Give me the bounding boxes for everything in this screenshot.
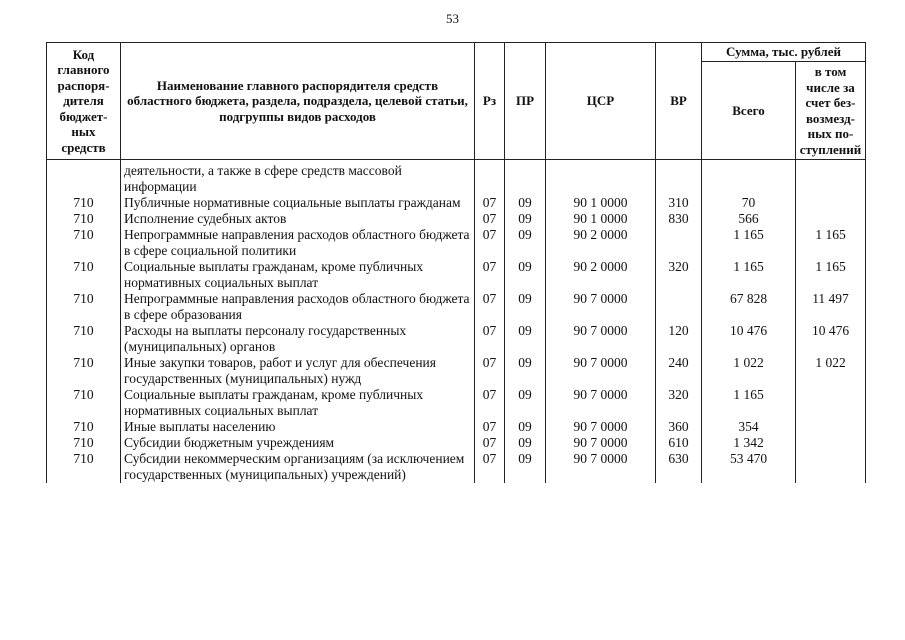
including-cell <box>796 419 866 435</box>
csr-cell: 90 1 0000 <box>546 211 656 227</box>
code-cell: 710 <box>47 387 121 419</box>
table-row <box>47 323 866 355</box>
vr-cell: 310 <box>656 195 702 211</box>
including-cell: 11 497 <box>796 291 866 323</box>
table-row <box>47 419 866 435</box>
header-sum: Сумма, тыс. рублей <box>702 43 866 62</box>
rz-cell: 07 <box>475 211 505 227</box>
pr-cell: 09 <box>505 291 546 323</box>
code-cell: 710 <box>47 259 121 291</box>
table-row <box>47 451 866 483</box>
vr-cell: 610 <box>656 435 702 451</box>
total-cell: 67 828 <box>702 291 796 323</box>
vr-cell: 120 <box>656 323 702 355</box>
name-cell: Иные выплаты населению <box>121 419 475 435</box>
vr-cell: 630 <box>656 451 702 483</box>
total-cell: 1 342 <box>702 435 796 451</box>
vr-cell: 320 <box>656 387 702 419</box>
total-cell: 53 470 <box>702 451 796 483</box>
csr-cell: 90 7 0000 <box>546 387 656 419</box>
name-cell: Социальные выплаты гражданам, кроме публичных нормативных социальных выплат <box>121 259 475 291</box>
total-cell: 354 <box>702 419 796 435</box>
vr-cell: 830 <box>656 211 702 227</box>
table-header <box>47 43 866 160</box>
rz-cell: 07 <box>475 451 505 483</box>
pr-cell: 09 <box>505 435 546 451</box>
header-including: в том числе за счет без-возмезд-ных по-ступлений <box>796 62 866 160</box>
table-row <box>47 435 866 451</box>
name-cell: деятельности, а также в сфере средств массовой информации <box>121 160 475 196</box>
header-csr: ЦСР <box>546 43 656 160</box>
header-rz: Рз <box>475 43 505 160</box>
rz-cell: 07 <box>475 355 505 387</box>
including-cell <box>796 195 866 211</box>
csr-cell: 90 7 0000 <box>546 435 656 451</box>
total-cell: 1 165 <box>702 259 796 291</box>
csr-cell: 90 2 0000 <box>546 227 656 259</box>
total-cell: 10 476 <box>702 323 796 355</box>
csr-cell: 90 7 0000 <box>546 355 656 387</box>
including-cell <box>796 160 866 196</box>
vr-cell <box>656 160 702 196</box>
pr-cell: 09 <box>505 387 546 419</box>
csr-cell: 90 1 0000 <box>546 195 656 211</box>
header-code: Код главного распоря-дителя бюджет-ных средств <box>47 43 121 160</box>
pr-cell: 09 <box>505 227 546 259</box>
rz-cell: 07 <box>475 291 505 323</box>
header-total: Всего <box>702 62 796 160</box>
code-cell: 710 <box>47 419 121 435</box>
table-row <box>47 387 866 419</box>
rz-cell: 07 <box>475 259 505 291</box>
code-cell <box>47 160 121 196</box>
name-cell: Иные закупки товаров, работ и услуг для обеспечения государственных (муниципальных) нужд <box>121 355 475 387</box>
including-cell: 1 165 <box>796 259 866 291</box>
total-cell <box>702 160 796 196</box>
rz-cell: 07 <box>475 195 505 211</box>
name-cell: Непрограммные направления расходов областного бюджета в сфере образования <box>121 291 475 323</box>
pr-cell: 09 <box>505 195 546 211</box>
name-cell: Непрограммные направления расходов областного бюджета в сфере социальной политики <box>121 227 475 259</box>
pr-cell: 09 <box>505 323 546 355</box>
including-cell <box>796 211 866 227</box>
header-name: Наименование главного распорядителя средств областного бюджета, раздела, подраздела, целевой статьи, подгруппы видов расходов <box>121 43 475 160</box>
name-cell: Исполнение судебных актов <box>121 211 475 227</box>
total-cell: 1 022 <box>702 355 796 387</box>
name-cell: Субсидии бюджетным учреждениям <box>121 435 475 451</box>
csr-cell: 90 2 0000 <box>546 259 656 291</box>
table-row <box>47 291 866 323</box>
csr-cell: 90 7 0000 <box>546 419 656 435</box>
including-cell <box>796 387 866 419</box>
pr-cell: 09 <box>505 259 546 291</box>
header-pr: ПР <box>505 43 546 160</box>
including-cell <box>796 435 866 451</box>
rz-cell: 07 <box>475 323 505 355</box>
table-row <box>47 211 866 227</box>
page-number: 53 <box>446 11 459 26</box>
code-cell: 710 <box>47 211 121 227</box>
pr-cell: 09 <box>505 355 546 387</box>
rz-cell <box>475 160 505 196</box>
total-cell: 70 <box>702 195 796 211</box>
table-body <box>47 160 866 484</box>
pr-cell: 09 <box>505 419 546 435</box>
table-row <box>47 259 866 291</box>
code-cell: 710 <box>47 227 121 259</box>
code-cell: 710 <box>47 435 121 451</box>
name-cell: Субсидии некоммерческим организациям (за исключением государственных (муниципальных) учреждений) <box>121 451 475 483</box>
total-cell: 1 165 <box>702 227 796 259</box>
total-cell: 1 165 <box>702 387 796 419</box>
name-cell: Социальные выплаты гражданам, кроме публичных нормативных социальных выплат <box>121 387 475 419</box>
rz-cell: 07 <box>475 227 505 259</box>
including-cell <box>796 451 866 483</box>
code-cell: 710 <box>47 195 121 211</box>
rz-cell: 07 <box>475 419 505 435</box>
pr-cell: 09 <box>505 211 546 227</box>
table-row <box>47 195 866 211</box>
code-cell: 710 <box>47 451 121 483</box>
budget-table <box>46 42 866 483</box>
header-vr: ВР <box>656 43 702 160</box>
name-cell: Публичные нормативные социальные выплаты гражданам <box>121 195 475 211</box>
including-cell: 10 476 <box>796 323 866 355</box>
rz-cell: 07 <box>475 435 505 451</box>
vr-cell: 320 <box>656 259 702 291</box>
csr-cell: 90 7 0000 <box>546 323 656 355</box>
csr-cell: 90 7 0000 <box>546 451 656 483</box>
including-cell: 1 022 <box>796 355 866 387</box>
vr-cell: 240 <box>656 355 702 387</box>
code-cell: 710 <box>47 323 121 355</box>
table-row <box>47 160 866 196</box>
pr-cell <box>505 160 546 196</box>
name-cell: Расходы на выплаты персоналу государственных (муниципальных) органов <box>121 323 475 355</box>
table-row <box>47 227 866 259</box>
vr-cell: 360 <box>656 419 702 435</box>
vr-cell <box>656 227 702 259</box>
csr-cell: 90 7 0000 <box>546 291 656 323</box>
total-cell: 566 <box>702 211 796 227</box>
code-cell: 710 <box>47 355 121 387</box>
pr-cell: 09 <box>505 451 546 483</box>
code-cell: 710 <box>47 291 121 323</box>
including-cell: 1 165 <box>796 227 866 259</box>
table-row <box>47 355 866 387</box>
rz-cell: 07 <box>475 387 505 419</box>
vr-cell <box>656 291 702 323</box>
csr-cell <box>546 160 656 196</box>
